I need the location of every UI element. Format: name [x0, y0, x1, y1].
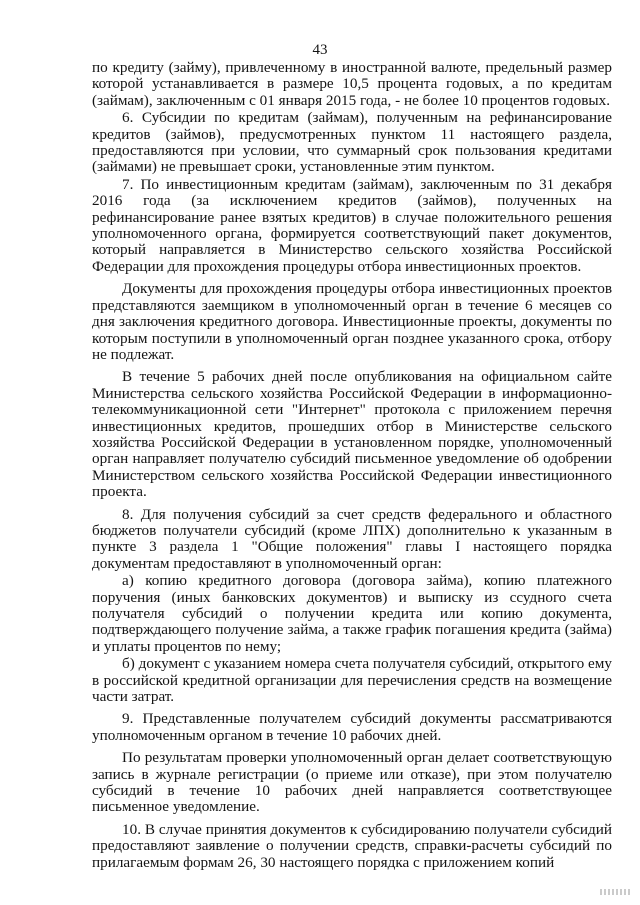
paragraph-item-9: 9. Представленные получателем субсидий документы рассматриваются уполномоченным органом в течение 10 рабочих дней.	[92, 710, 612, 744]
paragraph-continuation: по кредиту (займу), привлеченному в иностранной валюте, предельный размер которой устанавливается в размере 10,5 процента годовых, а по кредитам (займам), заключенным с 01 января 2015 года, - не более 10 процентов годовых.	[92, 59, 612, 109]
paragraph-notification: В течение 5 рабочих дней после опубликования на официальном сайте Министерства сельского хозяйства Российской Федерации в информационно-телекоммуникационной сети "Интернет" протокола с приложением перечня инвестиционных кредитов, прошедших отбор в Министерстве сельского хозяйства Российской Федерации в установленном порядке, уполномоченный орган направляет получателю субсидий письменное уведомление об одобрении Министерством сельского хозяйства Российской Федерации инвестиционного проекта.	[92, 368, 612, 501]
page-number: 43	[312, 42, 328, 58]
paragraph-documents-submission: Документы для прохождения процедуры отбора инвестиционных проектов представляются заемщиком в уполномоченный орган в течение 6 месяцев со дня заключения кредитного договора. Инвестиционные проекты, документы по которым поступили в уполномоченный орган позднее указанного срока, отбору не подлежат.	[92, 280, 612, 363]
paragraph-review-results: По результатам проверки уполномоченный орган делает соответствующую запись в журнале регистрации (о приеме или отказе), при этом получателю субсидий в течение 10 рабочих дней направляется соответствующее письменное уведомление.	[92, 749, 612, 816]
paragraph-subitem-b: б) документ с указанием номера счета получателя субсидий, открытого ему в российской кредитной организации для перечисления средств на возмещение части затрат.	[92, 655, 612, 706]
paragraph-subitem-a: а) копию кредитного договора (договора займа), копию платежного поручения (иных банковских документов) и выписку из ссудного счета получателя субсидий о получении кредита или копию документа, подтверждающего получение займа, а также график погашения кредита (займа) и уплаты процентов по нему;	[92, 572, 612, 655]
paragraph-item-8: 8. Для получения субсидий за счет средств федерального и областного бюджетов получатели субсидий (кроме ЛПХ) дополнительно к указанным в пункте 3 раздела 1 "Общие положения" главы I настоящего порядка документам предоставляют в уполномоченный орган:	[92, 505, 612, 572]
paragraph-item-10: 10. В случае принятия документов к субсидированию получатели субсидий предоставляют заявление о получении средств, справки-расчеты субсидий по прилагаемым формам 26, 30 настоящего порядка с приложением копий	[92, 820, 612, 871]
scan-artifact	[600, 889, 630, 895]
document-body	[92, 60, 612, 872]
paragraph-item-6: 6. Субсидии по кредитам (займам), полученным на рефинансирование кредитов (займов), предусмотренных пунктом 11 настоящего раздела, предоставляются при условии, что суммарный срок пользования кредитами (займами) не превышает сроки, установленные этим пунктом.	[92, 109, 612, 176]
paragraph-item-7: 7. По инвестиционным кредитам (займам), заключенным по 31 декабря 2016 года (за исключением кредитов (займов), полученных на рефинансирование ранее взятых кредитов) в случае положительного решения уполномоченного органа, формируется соответствующий пакет документов, который направляется в Министерство сельского хозяйства Российской Федерации для прохождения процедуры отбора инвестиционных проектов.	[92, 175, 612, 275]
